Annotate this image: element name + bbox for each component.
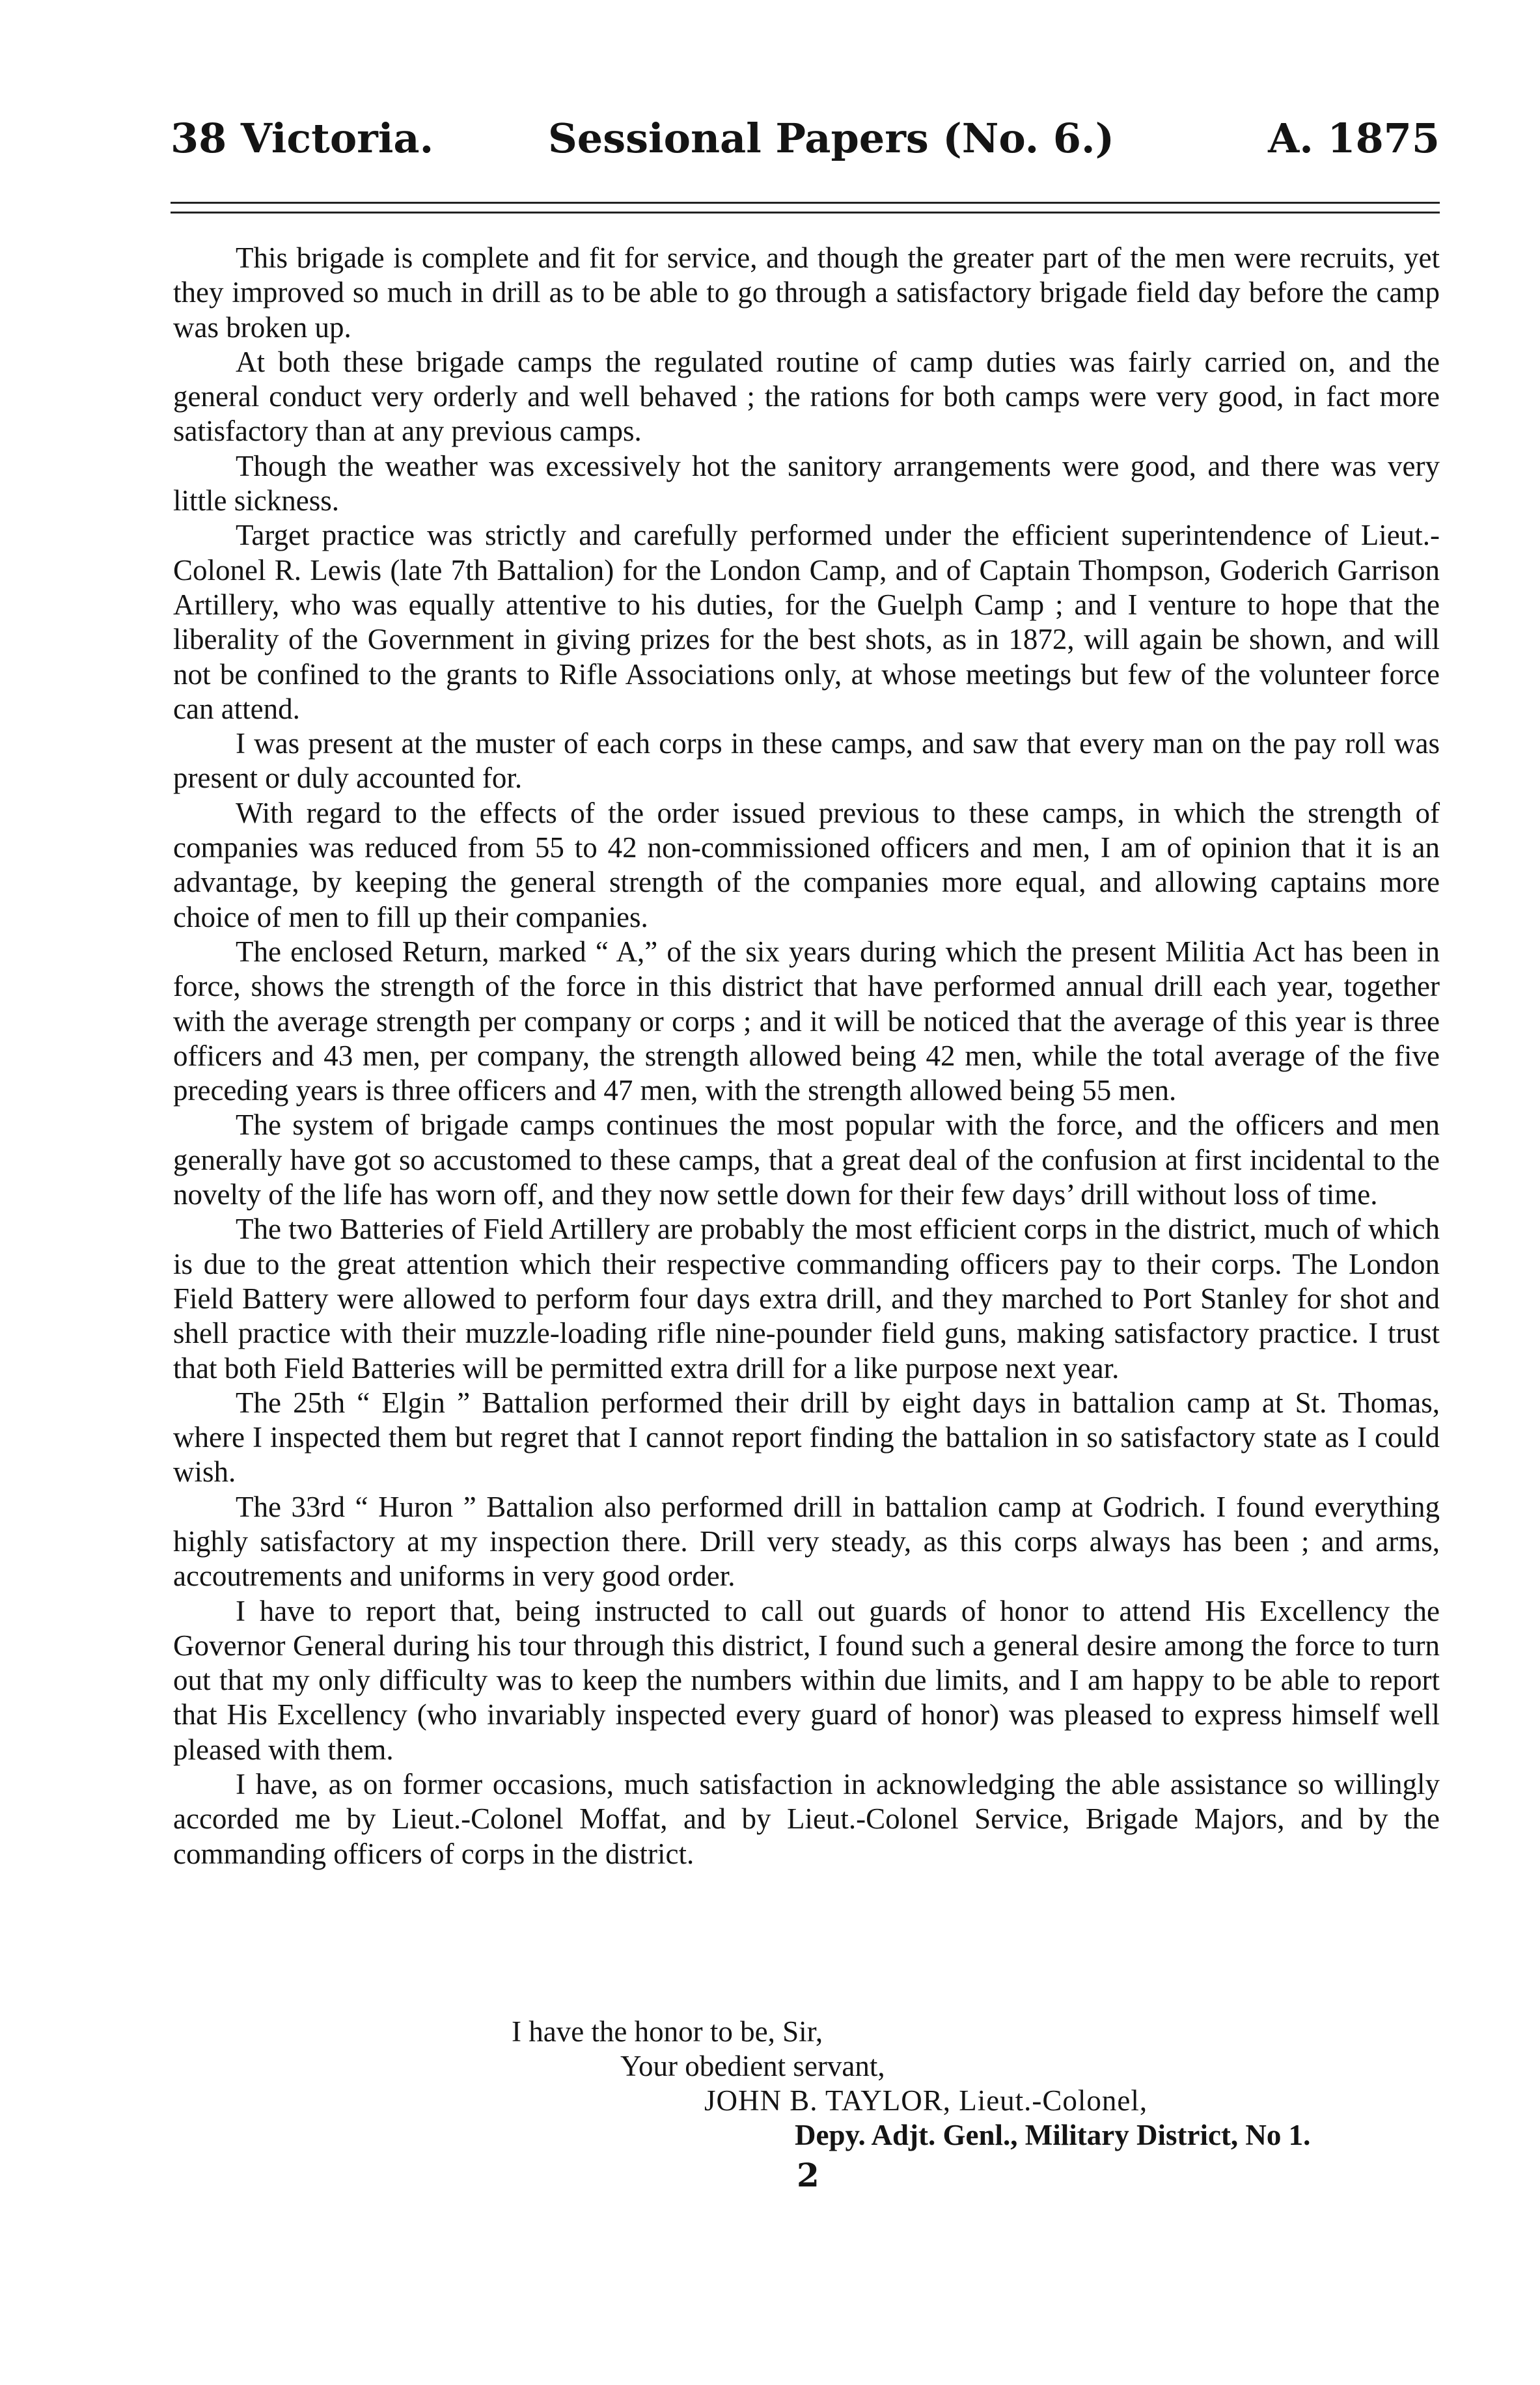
paragraph: Though the weather was excessively hot the sanitory arrangements were good, and there was very little sickness.	[173, 449, 1440, 517]
running-header	[171, 109, 1440, 168]
paragraph: With regard to the effects of the order issued previous to these camps, in which the strength of companies was reduced from 55 to 42 non-commissioned officers and men, I am of opinion that it is an advantage, by keeping the general strength of the companies more equal, and allowing captains more choice of men to fill up their companies.	[173, 796, 1440, 933]
closing-valediction: Your obedient servant,	[620, 2050, 885, 2082]
signatory-name: JOHN B. TAYLOR, Lieut.-Colonel,	[704, 2084, 1148, 2117]
paragraph: At both these brigade camps the regulated routine of camp duties was fairly carried on, and the general conduct very orderly and well behaved ; the rations for both camps were very good, in fact more satisfactory than at any previous camps.	[173, 345, 1440, 448]
signatory-title: Depy. Adjt. Genl., Military District, No 1.	[795, 2119, 1311, 2151]
header-volume: 38 Victoria.	[171, 115, 434, 162]
paragraph: I was present at the muster of each corps in these camps, and saw that every man on the pay roll was present or duly accounted for.	[173, 727, 1440, 795]
paragraph: I have, as on former occasions, much satisfaction in acknowledging the able assistance so willingly accorded me by Lieut.-Colonel Moffat, and by Lieut.-Colonel Service, Brigade Majors, and by the commanding officers of corps in the district.	[173, 1768, 1440, 1870]
paragraph: This brigade is complete and fit for service, and though the greater part of the men were recruits, yet they improved so much in drill as to be able to go through a satisfactory brigade field day before the camp was broken up.	[173, 241, 1440, 344]
paragraph: The 33rd “ Huron ” Battalion also performed drill in battalion camp at Godrich. I found everything highly satisfactory at my inspection there. Drill very steady, as this corps always has been ; and arms, accoutrements and uniforms in very good order.	[173, 1490, 1440, 1593]
paragraph: I have to report that, being instructed to call out guards of honor to attend His Excellency the Governor General during his tour through this district, I found such a general desire among the force to turn out that my only difficulty was to keep the numbers within due limits, and I am happy to be able to report that His Excellency (who invariably inspected every guard of honor) was pleased to express himself well pleased with them.	[173, 1594, 1440, 1766]
paragraph: Target practice was strictly and carefully performed under the efficient superintendence of Lieut.-Colonel R. Lewis (late 7th Battalion) for the London Camp, and of Captain Thompson, Goderich Garrison Artillery, who was equally attentive to his duties, for the Guelph Camp ; and I venture to hope that the liberality of the Government in giving prizes for the best shots, as in 1872, will again be shown, and will not be confined to the grants to Rifle Associations only, at whose meetings but few of the volunteer force can attend.	[173, 519, 1440, 725]
letter-closing	[173, 2015, 1440, 2153]
header-rule-top	[171, 202, 1440, 204]
paragraph: The 25th “ Elgin ” Battalion performed their drill by eight days in battalion camp at St. Thomas, where I inspected them but regret that I cannot report finding the battalion in so satisfactory state as I could wish.	[173, 1386, 1440, 1489]
paragraph: The enclosed Return, marked “ A,” of the six years during which the present Militia Act has been in force, shows the strength of the force in this district that have performed annual drill each year, together with the average strength per company or corps ; and it will be noticed that the average of this year is three officers and 43 men, per company, the strength allowed being 42 men, while the total average of the five preceding years is three officers and 47 men, with the strength allowed being 55 men.	[173, 935, 1440, 1107]
report-body	[173, 241, 1440, 1871]
page-number: 2	[797, 2156, 819, 2194]
header-year: A. 1875	[1268, 115, 1440, 162]
closing-salutation: I have the honor to be, Sir,	[512, 2015, 823, 2048]
paragraph: The two Batteries of Field Artillery are probably the most efficient corps in the district, much of which is due to the great attention which their respective commanding officers pay to their corps. The London Field Battery were allowed to perform four days extra drill, and they marched to Port Stanley for shot and shell practice with their muzzle-loading rifle nine-pounder field guns, making satisfactory practice. I trust that both Field Batteries will be permitted extra drill for a like purpose next year.	[173, 1213, 1440, 1385]
header-title: Sessional Papers (No. 6.)	[548, 115, 1114, 162]
header-rule-bottom	[171, 212, 1440, 214]
paragraph: The system of brigade camps continues the most popular with the force, and the officers and men generally have got so accustomed to these camps, that a great deal of the confusion at first incidental to the novelty of the life has worn off, and they now settle down for their few days’ drill without loss of time.	[173, 1109, 1440, 1211]
